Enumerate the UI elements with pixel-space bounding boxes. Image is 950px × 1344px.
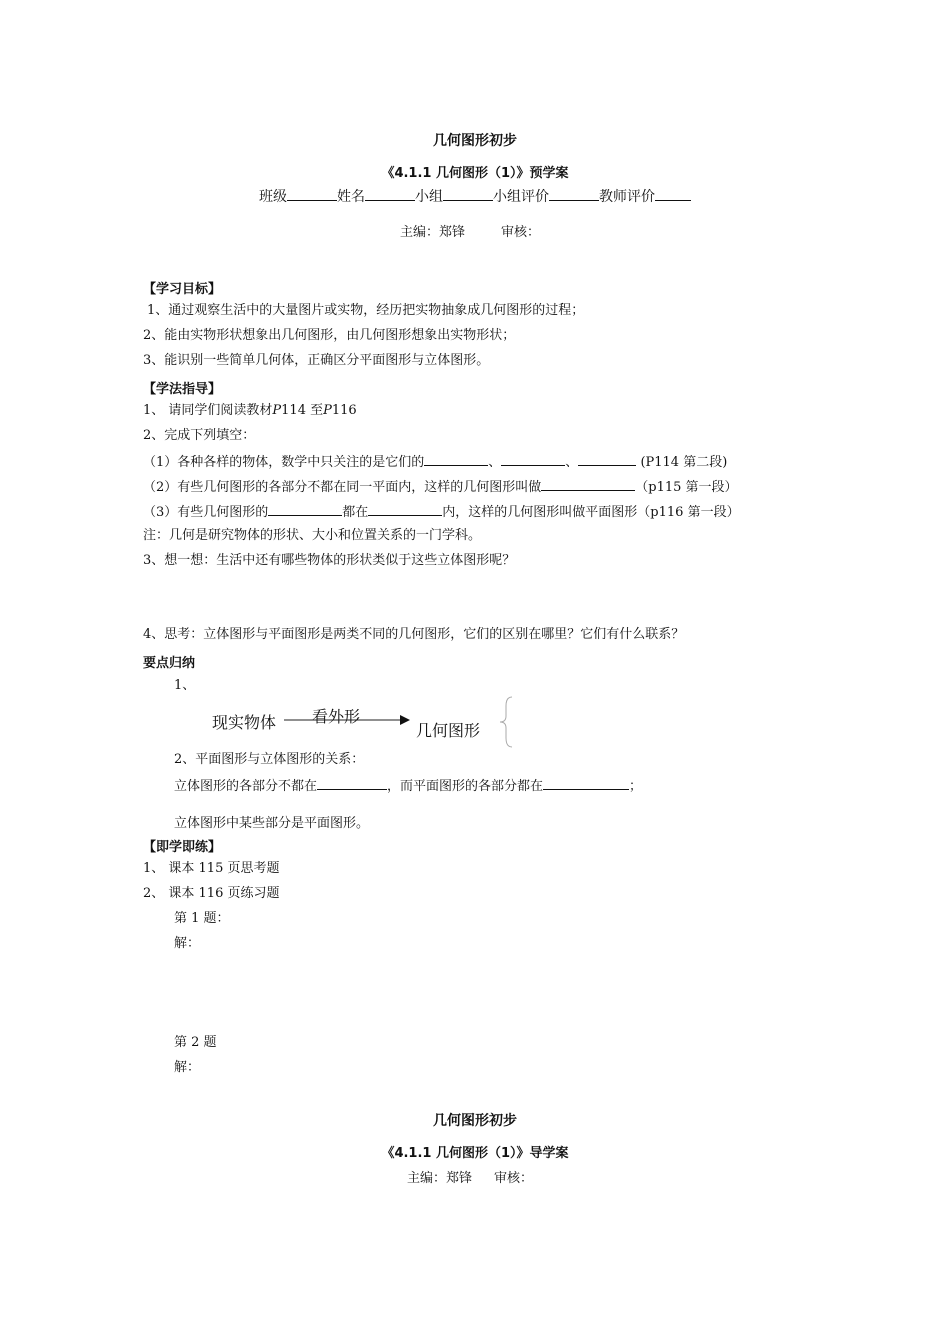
editor-line xyxy=(400,221,540,240)
fill-1-text: （1）各种各样的物体，数学中只关注的是它们的 xyxy=(143,455,425,470)
relation-1-text: 立体图形的各部分不都在 xyxy=(174,779,318,794)
question-1-label: 第 1 题： xyxy=(174,911,230,926)
goal-item: 3、能识别一些简单几何体，正确区分平面图形与立体图形。 xyxy=(143,353,490,368)
fill-blank-1 xyxy=(143,451,727,473)
page-subtitle-2: 《4.1.1 几何图形（1）》导学案 xyxy=(381,1146,569,1161)
summary-item-1-number: 1、 xyxy=(174,678,196,693)
diagram-target-label: 几何图形 xyxy=(416,721,481,740)
relation-1-end: ； xyxy=(629,779,643,794)
fill-blank-3 xyxy=(143,501,740,523)
name-label: 姓名 xyxy=(337,189,365,205)
page-range-end: 116 xyxy=(331,403,357,418)
fill-3-mid: 都在 xyxy=(342,505,369,520)
fill-2-ref: （p115 第一段） xyxy=(635,480,738,495)
answer-blank[interactable] xyxy=(543,775,629,790)
question-2-answer-label: 解： xyxy=(174,1060,201,1075)
diagram-source-label: 现实物体 xyxy=(212,713,277,732)
arrow-right-icon xyxy=(284,714,410,726)
fill-1-ref: (P114 第二段) xyxy=(636,455,728,470)
goal-item: 1、通过观察生活中的大量图片或实物，经历把实物抽象成几何图形的过程； xyxy=(147,303,585,318)
relation-line-2: 立体图形中某些部分是平面图形。 xyxy=(174,816,370,831)
practice-item-1: 1、 课本 115 页思考题 xyxy=(143,861,280,876)
summary-heading: 要点归纳 xyxy=(143,656,196,671)
class-field[interactable] xyxy=(287,186,337,201)
answer-blank[interactable] xyxy=(268,501,342,516)
group-field[interactable] xyxy=(443,186,493,201)
page-range-start: 114 至 xyxy=(281,403,324,418)
page-prefix: P xyxy=(272,403,282,418)
fill-3-text: （3）有些几何图形的 xyxy=(143,505,269,520)
name-field[interactable] xyxy=(365,186,415,201)
summary-item-2: 2、平面图形与立体图形的关系： xyxy=(174,752,365,767)
relation-1-mid: ，而平面图形的各部分都在 xyxy=(387,779,544,794)
editor: 主编：郑锋 xyxy=(407,1171,473,1186)
answer-blank[interactable] xyxy=(501,451,565,466)
answer-blank[interactable] xyxy=(317,775,387,790)
teacher-eval-label: 教师评价 xyxy=(599,189,655,205)
answer-blank[interactable] xyxy=(578,451,636,466)
diagram-arrow-label: 看外形 xyxy=(312,707,361,726)
answer-blank[interactable] xyxy=(424,451,488,466)
guide-item-1 xyxy=(143,401,357,421)
separator: 、 xyxy=(565,455,579,470)
answer-blank[interactable] xyxy=(541,476,635,491)
fill-2-text: （2）有些几何图形的各部分不都在同一平面内，这样的几何图形叫做 xyxy=(143,480,542,495)
page-title: 几何图形初步 xyxy=(433,133,517,149)
editor-line-2 xyxy=(407,1167,533,1186)
note: 注：几何是研究物体的形状、大小和位置关系的一门学科。 xyxy=(143,528,482,543)
page-subtitle: 《4.1.1 几何图形（1）》预学案 xyxy=(381,166,569,181)
fill-3-end: 内，这样的几何图形叫做平面图形（p116 第一段） xyxy=(442,505,740,520)
question-1-answer-label: 解： xyxy=(174,936,201,951)
abstraction-diagram xyxy=(200,696,530,756)
class-label: 班级 xyxy=(259,189,287,205)
practice-item-2: 2、 课本 116 页练习题 xyxy=(143,886,280,901)
guide-item-4: 4、思考：立体图形与平面图形是两类不同的几何图形，它们的区别在哪里？它们有什么联系？ xyxy=(143,627,685,642)
reviewer: 审核： xyxy=(501,225,541,240)
reviewer: 审核： xyxy=(494,1171,534,1186)
goals-heading: 【学习目标】 xyxy=(143,282,222,297)
curly-brace-icon xyxy=(498,696,518,748)
answer-blank[interactable] xyxy=(368,501,442,516)
group-eval-label: 小组评价 xyxy=(493,189,549,205)
guide-item-3: 3、想一想：生活中还有哪些物体的形状类似于这些立体图形呢？ xyxy=(143,553,516,568)
student-info-line xyxy=(0,186,950,206)
question-2-label: 第 2 题 xyxy=(174,1035,217,1050)
relation-line-1 xyxy=(174,775,642,797)
page-prefix: P xyxy=(323,403,332,418)
fill-blank-2 xyxy=(143,476,738,498)
page-title-2: 几何图形初步 xyxy=(433,1113,517,1129)
separator: 、 xyxy=(488,455,502,470)
group-label: 小组 xyxy=(415,189,443,205)
guide-item-1-text: 1、 请同学们阅读教材 xyxy=(143,403,273,418)
practice-heading: 【即学即练】 xyxy=(143,840,222,855)
goal-item: 2、能由实物形状想象出几何图形，由几何图形想象出实物形状； xyxy=(143,328,516,343)
guide-heading: 【学法指导】 xyxy=(143,382,222,397)
group-eval-field[interactable] xyxy=(549,186,599,201)
editor: 主编：郑锋 xyxy=(400,225,466,240)
guide-item-2: 2、完成下列填空： xyxy=(143,428,256,443)
teacher-eval-field[interactable] xyxy=(655,186,691,201)
